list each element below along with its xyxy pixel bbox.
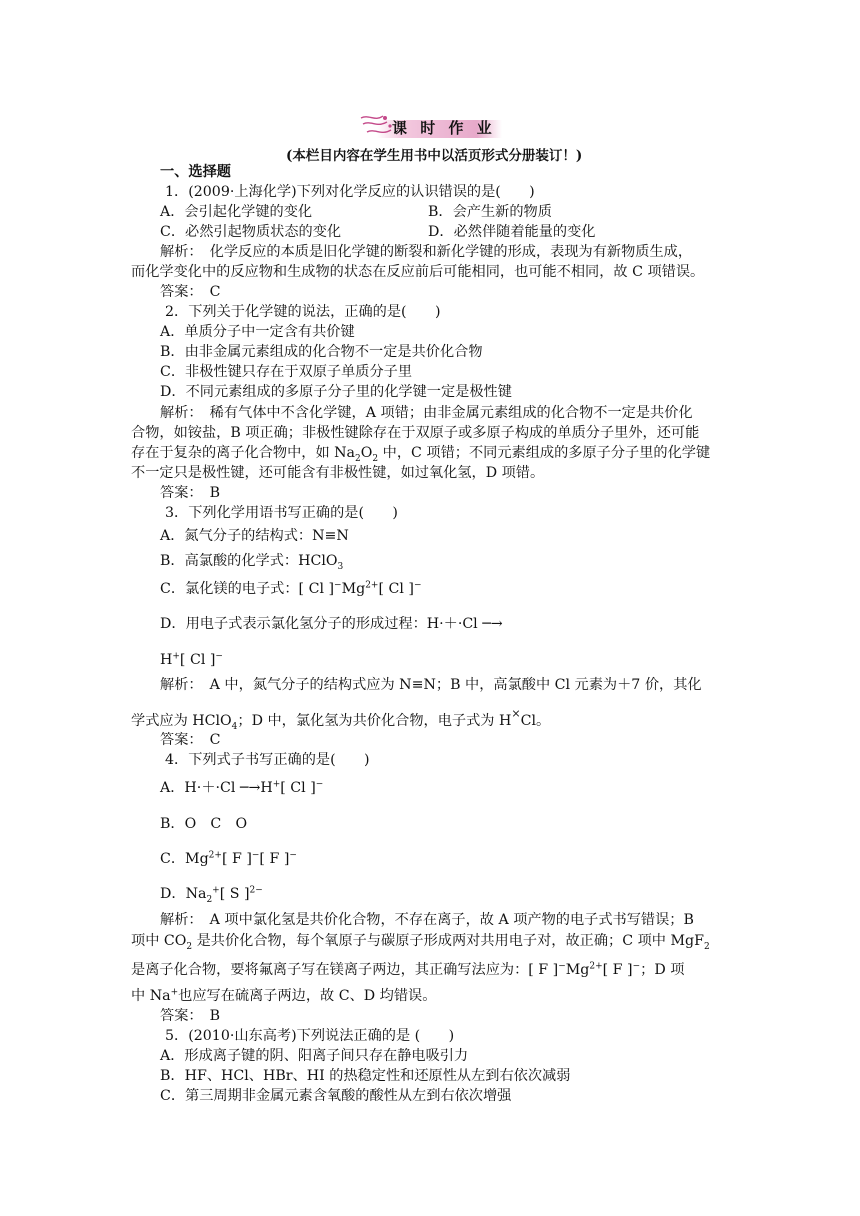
q2-stem: 2．下列关于化学键的说法，正确的是( ) xyxy=(165,304,441,320)
q1-option-b: B．会产生新的物质 xyxy=(428,204,552,220)
q1-option-a: A．会引起化学键的变化 xyxy=(160,204,313,220)
q4-option-b: B．O C O xyxy=(160,816,248,832)
q4-option-c: C．$Mg^{2+}$[ F ]−[ F ]− xyxy=(160,850,297,867)
structural-formula: N≡N xyxy=(312,528,349,544)
q5-option-b: B．HF、HCl、HBr、HI 的热稳定性和还原性从左到右依次减弱 xyxy=(160,1068,571,1084)
q1-analysis-2: 而化学变化中的反应物和生成物的状态在反应前后可能相同，也可能不相同，故 C 项错误。 xyxy=(131,264,705,280)
q4-option-d: D．$Na_2^+$[ S ]$^{2-}$ xyxy=(160,885,263,905)
q2-answer: 答案： B xyxy=(160,485,221,501)
q5-option-a: A．形成离子键的阴、阳离子间只存在静电吸引力 xyxy=(160,1048,469,1064)
q1-option-c: C．必然引起物质状态的变化 xyxy=(160,224,342,240)
q4-analysis-4: 中 Na+也应写在硫离子两边，故 C、D 均错误。 xyxy=(131,987,437,1004)
q2-option-b: B．由非金属元素组成的化合物不一定是共价化合物 xyxy=(160,344,483,360)
q3-option-d-line2: H+[ Cl ]− xyxy=(160,651,223,668)
q3-option-d: D．用电子式表示氯化氢分子的形成过程：H·＋·Cl ─→ xyxy=(160,616,503,632)
q2-analysis-1: 解析： 稀有气体中不含化学键，A 项错；由非金属元素组成的化合物不一定是共价化 xyxy=(160,405,693,421)
q3-option-c: C．氯化镁的电子式：[ Cl ]$^-Mg^{2+}$[ Cl ]− xyxy=(160,580,422,597)
q1-stem: 1．(2009·上海化学)下列对化学反应的认识错误的是( ) xyxy=(165,184,535,200)
q1-answer: 答案： C xyxy=(160,284,221,300)
q3-answer: 答案： C xyxy=(160,732,221,748)
q4-analysis-3: 是离子化合物，要将氟离子写在镁离子两边，其正确写法应为：[ F ]$^-Mg^{2+}$[ F ]−；D 项 xyxy=(131,961,685,978)
q3-stem: 3．下列化学用语书写正确的是( ) xyxy=(165,505,398,521)
page-title: 课 时 作 业 xyxy=(392,119,496,137)
q5-option-c: C．第三周期非金属元素含氧酸的酸性从左到右依次增强 xyxy=(160,1088,512,1104)
q3-option-a: A．氮气分子的结构式：N≡N xyxy=(160,528,349,544)
q3-analysis-1: 解析： A 中，氮气分子的结构式应为 N≡N；B 中，高氯酸中 Cl 元素为＋7 价，其化 xyxy=(160,677,702,693)
q5-stem: 5．(2010·山东高考)下列说法正确的是 ( ) xyxy=(165,1028,455,1044)
q4-analysis-2: 项中 $CO_2$ 是共价化合物，每个氧原子与碳原子形成两对共用电子对，故正确；C 项中 MgF$_2$ xyxy=(131,933,710,952)
q2-option-a: A．单质分子中一定含有共价键 xyxy=(160,324,355,340)
q1-option-d: D．必然伴随着能量的变化 xyxy=(428,224,596,240)
q2-option-d: D．不同元素组成的多原子分子里的化学键一定是极性键 xyxy=(160,384,512,400)
q4-option-a: A．H·＋·Cl ─→H+[ Cl ]− xyxy=(160,779,324,796)
q2-analysis-3: 存在于复杂的离子化合物中，如 $Na_2O_2$ 中，C 项错；不同元素组成的多原子分子里的化学键 xyxy=(131,445,711,464)
q2-option-c: C．非极性键只存在于双原子单质分子里 xyxy=(160,364,413,380)
q2-analysis-4: 不一定只是极性键，还可能含有非极性键，如过氧化氢，D 项错。 xyxy=(131,465,545,481)
q3-analysis-2: 学式应为 HClO$_4$；D 中，氯化氢为共价化合物，电子式为 H×Cl。 xyxy=(131,707,551,732)
q2-analysis-2: 合物，如铵盐，B 项正确；非极性键除存在于双原子或多原子构成的单质分子里外，还可能 xyxy=(131,425,700,441)
q4-stem: 4．下列式子书写正确的是( ) xyxy=(165,752,370,768)
q4-analysis-1: 解析： A 项中氯化氢是共价化合物，不存在离子，故 A 项产物的电子式书写错误；B xyxy=(160,912,694,928)
section-heading: 一、选择题 xyxy=(160,164,231,180)
page-subtitle: (本栏目内容在学生用书中以活页形式分册装订！) xyxy=(286,148,583,164)
q4-answer: 答案： B xyxy=(160,1008,221,1024)
q3-option-b: B．高氯酸的化学式：HClO$_3$ xyxy=(160,553,344,572)
q1-analysis-1: 解析： 化学反应的本质是旧化学键的断裂和新化学键的形成，表现为有新物质生成， xyxy=(160,244,693,260)
